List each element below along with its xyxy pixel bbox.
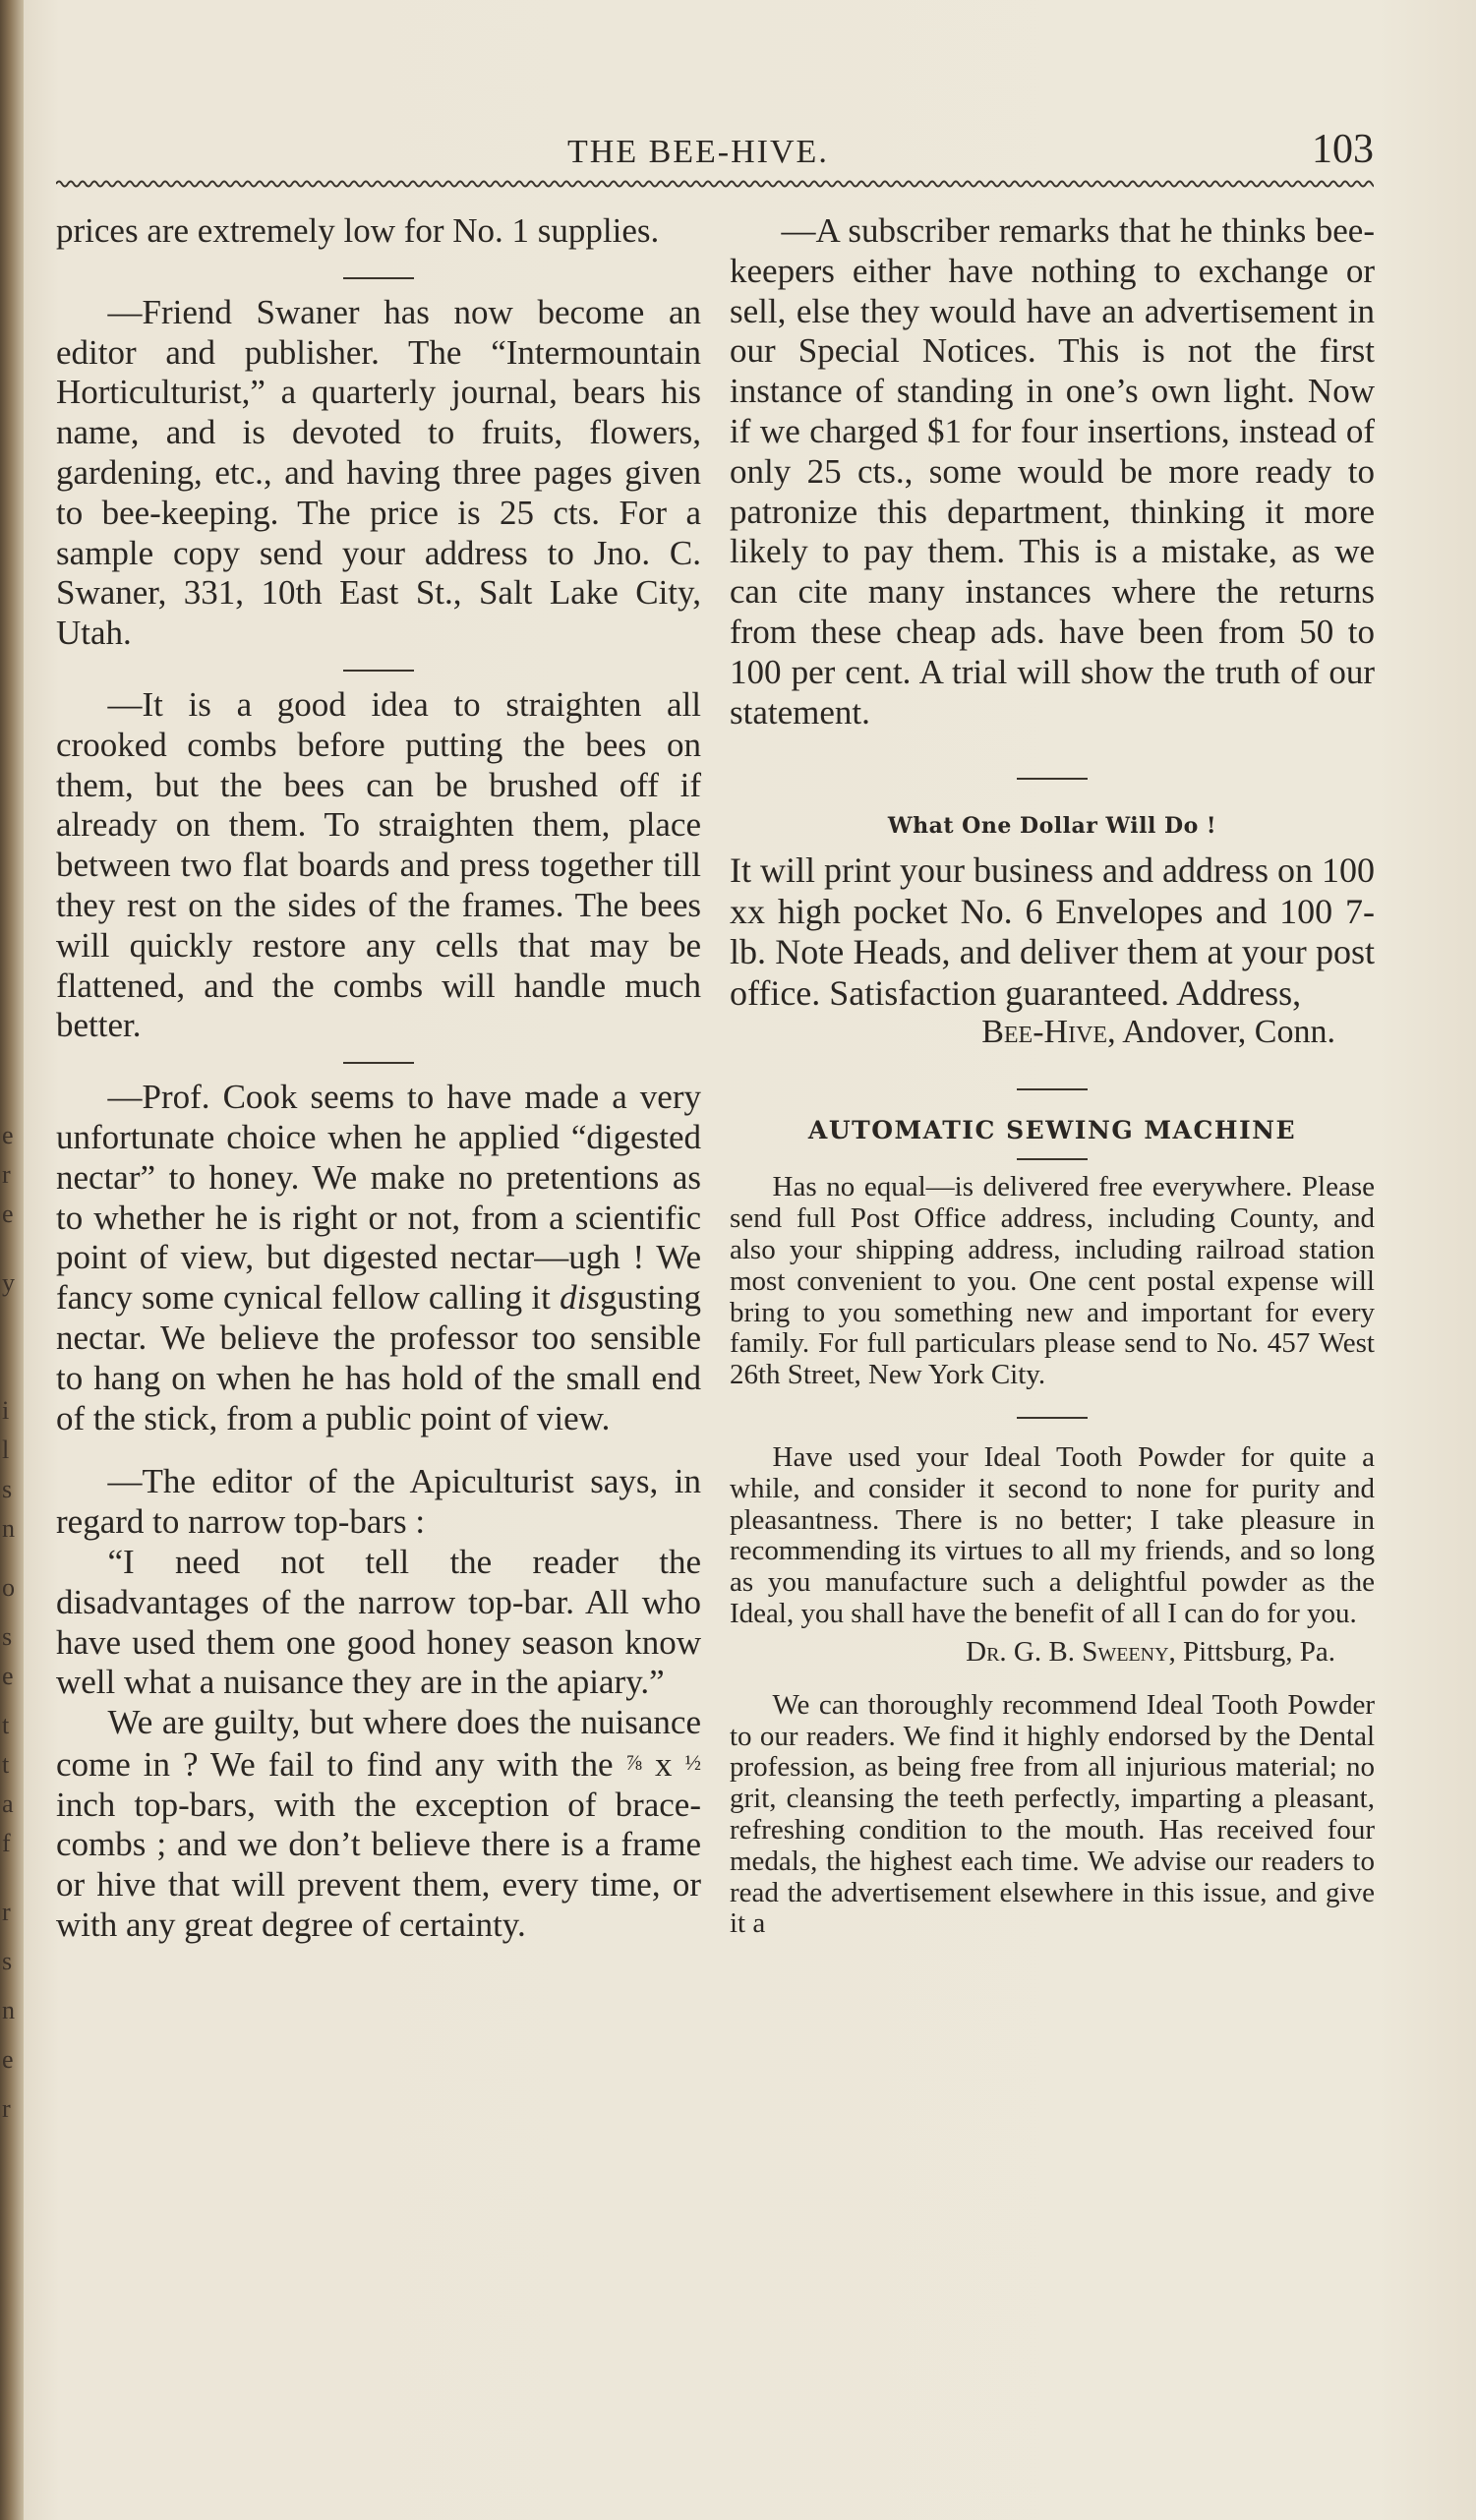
edge-letter: e [2, 2045, 14, 2074]
ad-sewing-machine-heading: AUTOMATIC SEWING MACHINE [807, 1116, 1297, 1145]
italic-dis: dis [560, 1278, 600, 1318]
edge-letter: f [2, 1829, 11, 1857]
edge-letter: t [2, 1711, 10, 1739]
page-number: 103 [1312, 127, 1374, 172]
edge-letter: i [2, 1396, 10, 1425]
section-divider [343, 670, 414, 672]
paragraph-we-are-guilty: We are guilty, but where does the nuisance come in ? We fail to find any with the ⅞ x ½ inch top-bars, with the exception of brace-combs ; and we don’t believe there is a frame or hive that will prevent them, every time, or with any great degree of certainty. [56, 1703, 702, 1945]
section-divider [1017, 1088, 1088, 1090]
book-spine-edge [0, 0, 24, 2520]
left-column [56, 211, 701, 1946]
right-column [730, 211, 1375, 1940]
quote-top-bars: “I need not tell the reader the disadvantages of the narrow top-bar. All who have used them one good honey season know well what a nuisance they are in the apiary.” [56, 1542, 701, 1702]
edge-letter: s [2, 1622, 13, 1651]
edge-letter: e [2, 1200, 14, 1228]
edge-letter: r [2, 1898, 11, 1926]
edge-letter: n [2, 1996, 15, 2024]
edge-letter: a [2, 1789, 14, 1818]
heading-underline [1017, 1158, 1088, 1160]
edge-letter: n [2, 1514, 15, 1543]
testimonial-signature: Dr. G. B. Sweeny, Pittsburg, Pa. [966, 1635, 1335, 1668]
section-divider [1017, 778, 1088, 780]
paragraph-digested-nectar: —Prof. Cook seems to have made a very unfortunate choice when he applied “digested nectar” to honey. We make no pretentions as to whether he is right or not, from a scientific point of view, but digested nectar—ugh ! We fancy some cynical fellow calling it disgusting nectar. We believe the professor too sensible to hang on when he has hold of the small end of the stick, from a public point of view. [56, 1078, 701, 1437]
fraction-one-half: ½ [684, 1749, 702, 1775]
edge-letter: o [2, 1573, 15, 1602]
section-divider [343, 277, 414, 279]
edge-letter: s [2, 1475, 13, 1503]
paragraph-apiculturist: —The editor of the Apiculturist says, in regard to narrow top-bars : [56, 1462, 701, 1542]
edge-letter: t [2, 1750, 10, 1779]
paragraph-swaner: —Friend Swaner has now become an editor and publisher. The “Intermountain Horticulturist,” a quarterly journal, bears his name, and is devoted to fruits, flowers, gardening, etc., and having three pages given to bee-keeping. The price is 25 cts. For a sample copy send your address to Jno. C. Swaner, 331, 10th East St., Salt Lake City, Utah. [56, 292, 701, 653]
edge-letter: y [2, 1268, 15, 1297]
section-divider [1017, 1417, 1088, 1419]
ad-one-dollar-signature: Bee-Hive, Andover, Conn. [981, 1014, 1335, 1051]
ad-one-dollar-heading: What One Dollar Will Do ! [887, 813, 1217, 840]
paragraph-supplies: prices are extremely low for No. 1 supplies. [56, 211, 660, 250]
edge-letter: e [2, 1662, 14, 1690]
edge-letter: l [2, 1436, 10, 1464]
edge-letter: r [2, 2094, 11, 2123]
ad-sewing-machine-text: Has no equal—is delivered free everywhere. Please send full Post Office address, including County, and also your shipping address, including railroad station most convenient to you. One cent postal expense will bring to you something new and important for every family. For full particulars please send to No. 457 West 26th Street, New York City. [730, 1171, 1375, 1391]
ad-tooth-powder-recommendation: We can thoroughly recommend Ideal Tooth Powder to our readers. We find it highly endorsed by the Dental profession, as being free from all injurious material; no grit, cleansing the teeth perfectly, imparting a pleasant, refreshing condition to the mouth. Has received four medals, the highest each time. We advise our readers to read the advertisement elsewhere in this issue, and give it a [730, 1688, 1375, 1940]
paragraph-subscriber-remarks: —A subscriber remarks that he thinks bee-keepers either have nothing to exchange or sell, else they would have an advertisement in our Special Notices. This is not the first instance of standing in one’s own light. Now if we charged $1 for four insertions, instead of only 25 cts., some would be more ready to patronize this department, thinking it more likely to pay them. This is a mistake, as we can cite many instances where the returns from these cheap ads. have been from 50 to 100 per cent. A trial will show the truth of our statement. [730, 211, 1375, 732]
header-wavy-rule [56, 177, 1374, 191]
ad-tooth-powder-testimonial: Have used your Ideal Tooth Powder for quite a while, and consider it second to none for purity and pleasantness. There is no better; I take pleasure in recommending its virtues to all my friends, and so long as you manufacture such a delightful powder as the Ideal, you shall have the benefit of all I can do for you. [730, 1440, 1375, 1629]
edge-letter: s [2, 1947, 13, 1975]
page-header [56, 126, 1374, 185]
fraction-seven-eighths: ⅞ [625, 1749, 642, 1775]
running-title: THE BEE-HIVE. [567, 134, 829, 170]
ad-one-dollar-text: It will print your business and address on 100 xx high pocket No. 6 Envelopes and 100 7-lb. Note Heads, and deliver them at your post office. Satisfaction guaranteed. Address, [730, 850, 1375, 1013]
section-divider [343, 1062, 414, 1064]
edge-letter: e [2, 1121, 14, 1149]
edge-letter: r [2, 1160, 11, 1189]
paragraph-crooked-combs: —It is a good idea to straighten all crooked combs before putting the bees on them, but the bees can be brushed off if already on them. To straighten them, place between two flat boards and press together till they rest on the sides of the frames. The bees will quickly restore any cells that may be flattened, and the combs will handle much better. [56, 684, 701, 1045]
